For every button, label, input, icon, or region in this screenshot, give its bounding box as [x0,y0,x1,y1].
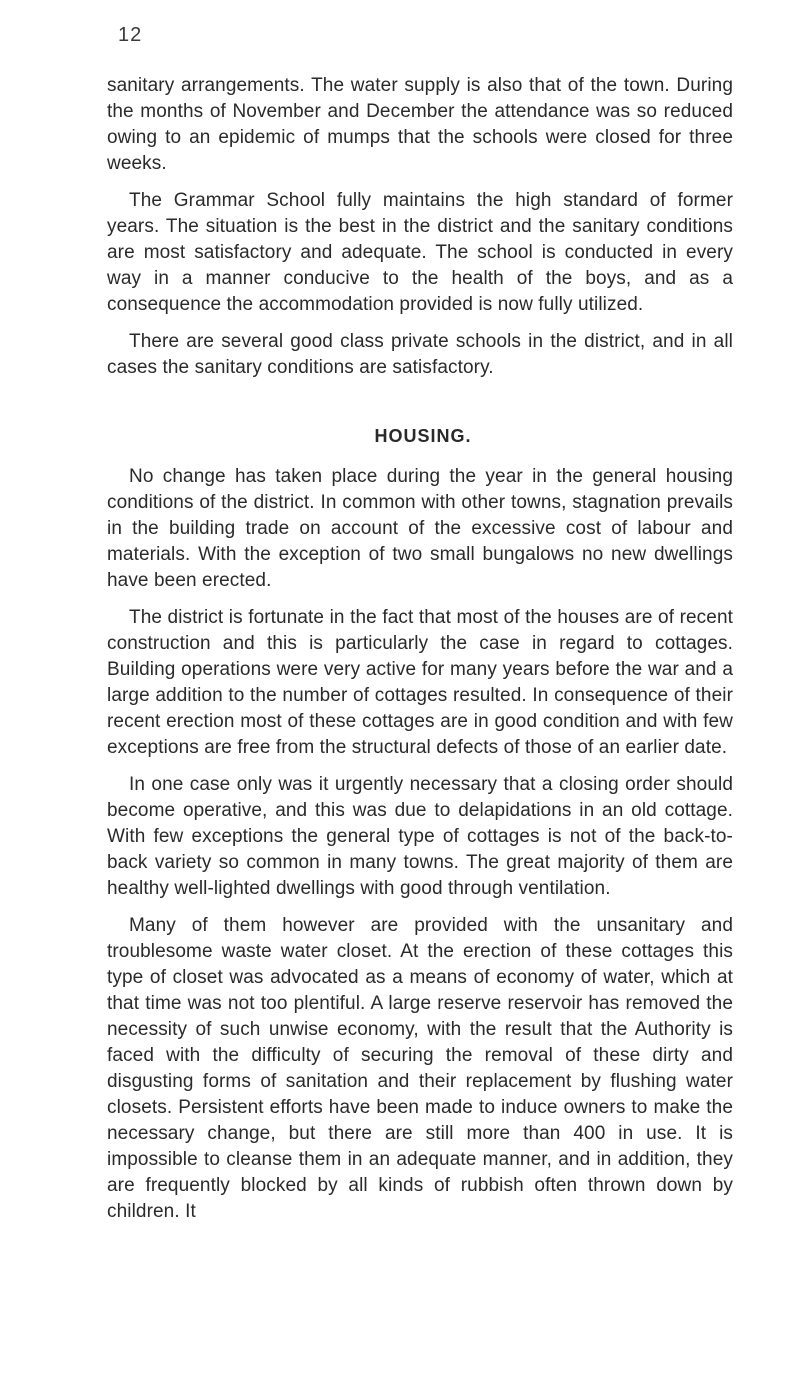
paragraph-grammar-school: The Grammar School fully maintains the high standard of former years. The situation is the best in the district and the sanitary conditions are most satisfactory and adequate. The school is conducted in every way in a manner conducive to the health of the boys, and as a consequence the accommodation provided is now fully utilized. [107,190,733,315]
paragraph-schools-attendance: sanitary arrangements. The water supply is also that of the town. During the months of November and December the attendance was so reduced owing to an epidemic of mumps that the schools were closed for three weeks. [107,75,733,174]
page-number: 12 [118,24,143,46]
document-body [107,73,733,1225]
paragraph-closing-order: In one case only was it urgently necessary that a closing order should become operative, and this was due to delapidations in an old cottage. With few exceptions the general type of cottages is not of the back-to-back variety so common in many towns. The great majority of them are healthy well-lighted dwellings with good through ventilation. [107,774,733,899]
paragraph-waste-water-closets: Many of them however are provided with the unsanitary and troublesome waste water closet. At the erection of these cottages this type of closet was advocated as a means of economy of water, which at that time was not too plentiful. A large reserve reservoir has removed the necessity of such unwise economy, with the result that the Authority is faced with the difficulty of securing the removal of these dirty and disgusting forms of sanitation and their replacement by flushing water closets. Persistent efforts have been made to induce owners to make the necessary change, but there are still more than 400 in use. It is impossible to cleanse them in an adequate manner, and in addition, they are frequently blocked by all kinds of rubbish often thrown down by children. It [107,915,733,1222]
section-heading-housing: HOUSING. [374,426,472,446]
paragraph-private-schools: There are several good class private schools in the district, and in all cases the sanitary conditions are satisfactory. [107,331,733,378]
paragraph-housing-conditions: No change has taken place during the year in the general housing conditions of the district. In common with other towns, stagnation prevails in the building trade on account of the excessive cost of labour and materials. With the exception of two small bungalows no new dwellings have been erected. [107,466,733,591]
paragraph-recent-construction: The district is fortunate in the fact that most of the houses are of recent construction and this is particularly the case in regard to cottages. Building operations were very active for many years before the war and a large addition to the number of cottages resulted. In consequence of their recent erection most of these cottages are in good condition and with few exceptions are free from the structural defects of those of an earlier date. [107,607,733,758]
